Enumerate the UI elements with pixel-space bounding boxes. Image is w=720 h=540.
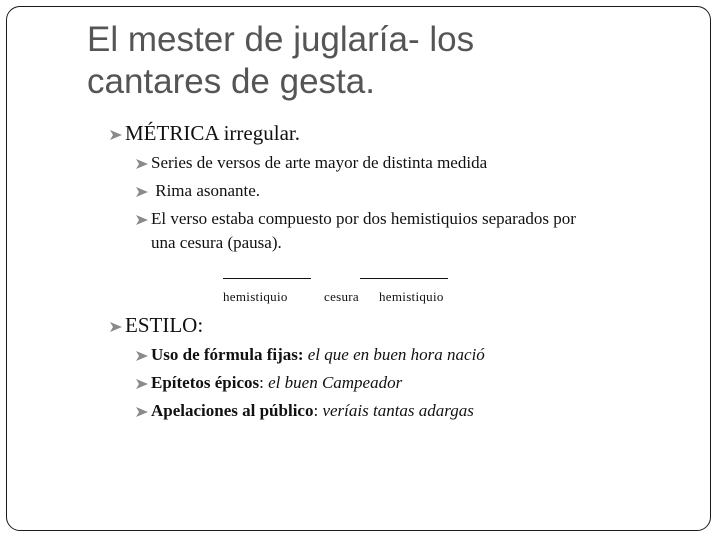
estilo-item-formulas: Uso de fórmula fijas: el que en buen hora nació bbox=[135, 345, 485, 365]
hemistiquio-line-right bbox=[360, 278, 448, 279]
bullet-arrow-icon bbox=[135, 406, 149, 418]
label-hemistiquio-right: hemistiquio bbox=[379, 289, 444, 304]
metrica-heading: MÉTRICA irregular. bbox=[109, 121, 300, 146]
bullet-arrow-icon bbox=[135, 214, 149, 226]
slide-title bbox=[87, 19, 687, 103]
metrica-item-verso-cont: una cesura (pausa). bbox=[151, 233, 282, 252]
estilo-item-apelaciones: Apelaciones al público: veríais tantas adargas bbox=[135, 401, 474, 421]
label-cesura: cesura bbox=[324, 289, 359, 304]
estilo-item-epitetos: Epítetos épicos: el buen Campeador bbox=[135, 373, 402, 393]
title-line-1: El mester de juglaría- los bbox=[87, 20, 475, 59]
bullet-arrow-icon bbox=[135, 378, 149, 390]
slide-frame bbox=[6, 6, 711, 531]
metrica-item-rima: Rima asonante. bbox=[135, 181, 260, 201]
bullet-arrow-icon bbox=[135, 350, 149, 362]
metrica-item-series: Series de versos de arte mayor de distinta medida bbox=[135, 153, 487, 173]
bullet-arrow-icon bbox=[109, 129, 123, 141]
metrica-item-verso: El verso estaba compuesto por dos hemistiquios separados por bbox=[135, 209, 576, 229]
bullet-arrow-icon bbox=[109, 321, 123, 333]
title-line-2: cantares de gesta. bbox=[87, 62, 375, 101]
label-hemistiquio-left: hemistiquio bbox=[223, 289, 288, 304]
hemistiquio-line-left bbox=[223, 278, 311, 279]
estilo-heading: ESTILO: bbox=[109, 313, 203, 338]
bullet-arrow-icon bbox=[135, 158, 149, 170]
bullet-arrow-icon bbox=[135, 186, 149, 198]
